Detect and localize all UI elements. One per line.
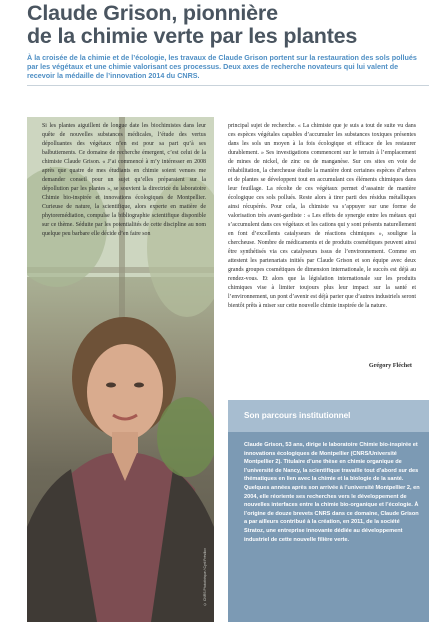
sidebar-box: [228, 400, 429, 622]
left-eye: [106, 383, 116, 388]
sidebar-title: Son parcours institutionnel: [244, 411, 351, 420]
sidebar-text: Claude Grison, 53 ans, dirige le laboratoire Chimie bio-inspirée et innovations écologiques de Montpellier (CNRS/Université Montpellier 2). Titulaire d’une thèse en chimie organique de l’université de Nancy, la scientifique travaille tout d’abord sur des thématiques en lien avec la chimie et la biologie de la santé. Quelques années après son arrivée à l’université Montpellier 2, en 2004, elle réoriente ses recherches vers le développement de nouvelles interfaces entre la chimie bio-organique et l’écologie. À l’origine de douze brevets CNRS dans ce domaine, Claude Grison a par ailleurs contribué à la création, en 2011, de la société Stratoz, une entreprise innovante dédiée au développement industriel de cette nouvelle filière verte.: [244, 442, 420, 543]
title-line-2: de la chimie verte par les plantes: [27, 24, 358, 48]
right-eye: [134, 383, 144, 388]
face: [87, 344, 163, 440]
article-column-1: Si les plantes aiguillent de longue date les biochimistes dans leur quête de nouvelles substances médicales, l’étude des vertus dépolluantes des végétaux n’en est pour sa part qu’à ses balbutiements. Ce domaine de recherche émergent, c’est celui de la chimiste Claude Grison. « J’ai commencé à m’y intéresser en 2008 après que quatre de mes étudiants en chimie soient venues me demander conseil pour un sujet qu’elles préparaient sur la dépollution par les plantes », se souvient la directrice du laboratoire Chimie bio-inspirée et innovations écologiques de Montpellier. Curieuse de nature, la scientifique, alors experte en matière de phytoremédiation, compulse la bibliographie scientifique disponible sur ce thème. Séduite par les potentialités de cette discipline au nom quelque peu barbare elle décide d’en faire son: [42, 123, 206, 237]
author-signature: Grégory Fléchet: [368, 362, 412, 369]
sidebar-header: [228, 400, 429, 432]
photo-credit: © CNRS Photothèque / Cyril Frésillon: [203, 547, 207, 606]
header-divider: [27, 85, 429, 86]
article-title: [27, 2, 427, 48]
article-column-2: principal sujet de recherche. « La chimiste que je suis a tout de suite vu dans ces espèces végétales capables d’accumuler les substances toxiques présentes dans les sols un moyen à la fois écologique et efficace de les restaurer durablement. » Ses investigations commencent sur le terrain à l’emplacement de mines de nickel, de zinc ou de manganèse. Sur ces sites en voie de réhabilitation, la chercheuse étudie la manière dont certaines espèces d’arbres et de plantes se développent tout en accumulant ces éléments chimiques dans leur feuillage. La récolte de ces végétaux permet d’assainir de manière écologique ces sols pollués. Reste alors à tirer parti des résidus métalliques ainsi récupérés. Pour cela, la chimiste va s’appuyer sur une forme de valorisation très avant-gardiste : « Les effets de synergie entre les métaux qui s’accumulent dans ces végétaux et les cations qui y sont présents naturellement en font d’excellents catalyseurs de réactions chimiques », souligne la chercheuse. Nombre de médicaments et de produits cosmétiques peuvent ainsi être synthétisés via ces catalyseurs issus de l’environnement. Comme en attestent les partenariats initiés par Claude Grison et son équipe avec deux grands groupes cosmétiques de dimension internationale, le succès est déjà au rendez-vous. Et alors que la législation internationale sur les produits chimiques vise à limiter toujours plus leur impact sur la santé et l’environnement, un pont d’avenir est déjà parier que d’autres industriels seront bientôt prêts à miser sur cette nouvelle chimie inspirée de la nature.: [228, 123, 416, 309]
title-line-1: Claude Grison, pionnière: [27, 1, 278, 25]
lead-paragraph: À la croisée de la chimie et de l’écologie, les travaux de Claude Grison portent sur la restauration des sols pollués par les végétaux et une chimie valorisant ces processus. Deux axes de recherche novateurs qui lui valent de recevoir la médaille de l’innovation 2014 du CNRS.: [27, 53, 417, 81]
